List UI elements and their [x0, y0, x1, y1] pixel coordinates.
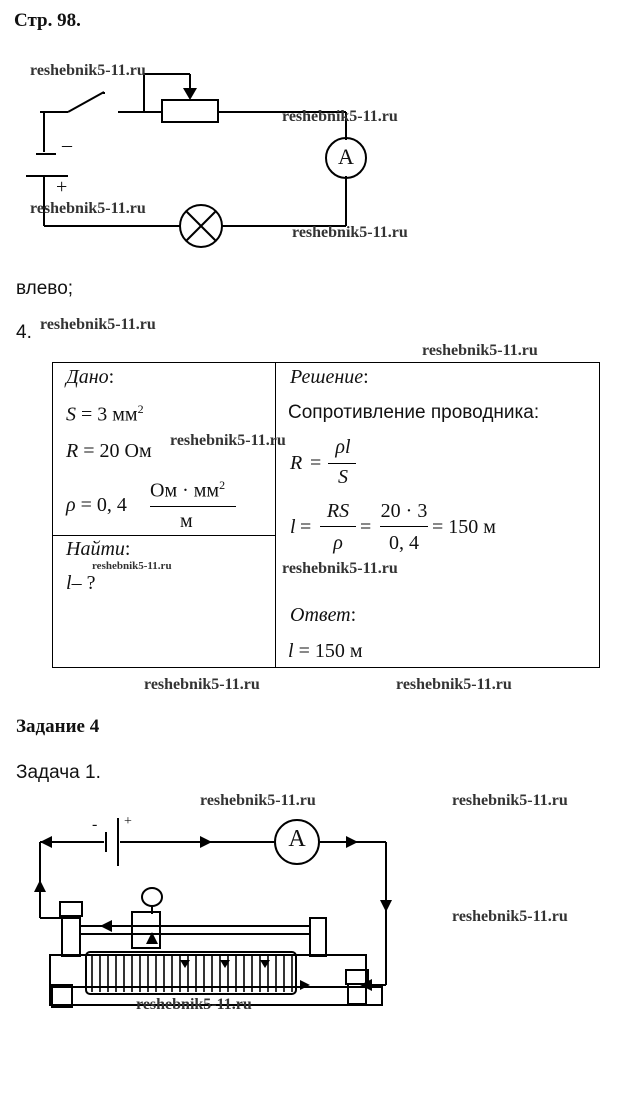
battery-2-minus-label: -: [92, 816, 98, 833]
formula-r-denominator: S: [338, 466, 348, 488]
ammeter-1-label: A: [338, 144, 354, 169]
watermark: reshebnik5-11.ru: [282, 560, 398, 577]
arrow-right-1: [200, 836, 212, 848]
given-resistivity: ρ = 0, 4: [66, 494, 127, 516]
ammeter-2-label: A: [288, 826, 306, 852]
answer-value: l = 150 м: [288, 640, 363, 662]
page-heading: Стр. 98.: [14, 10, 81, 31]
resistance-label: Сопротивление проводника:: [288, 402, 540, 423]
watermark: reshebnik5-11.ru: [136, 996, 252, 1013]
formula-l-numerator: RS: [326, 500, 350, 522]
watermark: reshebnik5-11.ru: [292, 224, 408, 241]
formula-r-lhs: R: [290, 452, 303, 474]
arrow-left-1: [40, 836, 52, 848]
watermark: reshebnik5-11.ru: [144, 676, 260, 693]
watermark: reshebnik5-11.ru: [422, 342, 538, 359]
section-title: Задание 4: [16, 716, 100, 737]
watermark: reshebnik5-11.ru: [282, 108, 398, 125]
given-area: S = 3 $мм^2$: [66, 402, 144, 426]
answer-header: Ответ:: [290, 604, 357, 626]
formula-l-numerator-2: 20 · 3: [380, 500, 428, 522]
find-header: Найти:: [66, 538, 131, 560]
formula-l-lhs: l: [290, 516, 296, 538]
task-title: Задача 1.: [16, 762, 101, 783]
formula-l-eq: =: [300, 516, 312, 538]
find-unknown: l– ?: [66, 572, 96, 594]
watermark: reshebnik5-11.ru: [40, 316, 156, 333]
watermark: reshebnik5-11.ru: [200, 792, 316, 809]
resistivity-unit-numerator: Ом · $мм^2$: [150, 478, 226, 502]
given-resistance: R = 20 Ом: [66, 440, 152, 462]
solution-header: Решение:: [290, 366, 369, 388]
arrow-left-3: [100, 920, 112, 932]
battery-2-plus-label: +: [124, 814, 132, 829]
arrow-down-1: [380, 900, 392, 912]
watermark: reshebnik5-11.ru: [452, 908, 568, 925]
watermark: reshebnik5-11.ru: [30, 200, 146, 217]
resistivity-unit-denominator: м: [180, 510, 193, 532]
formula-l-denominator: ρ: [333, 532, 343, 554]
formula-l-denominator-2: 0, 4: [389, 532, 419, 554]
battery-minus-label: –: [62, 134, 72, 156]
watermark: reshebnik5-11.ru: [170, 432, 286, 449]
formula-r-numerator: ρl: [335, 436, 351, 458]
given-header: Дано:: [66, 366, 115, 388]
arrow-right-2: [346, 836, 358, 848]
rheostat-base: [50, 955, 366, 987]
arrow-up-1: [34, 880, 46, 892]
watermark: reshebnik5-11.ru: [452, 792, 568, 809]
formula-r-eq: =: [310, 452, 322, 474]
answer-direction: влево;: [16, 278, 74, 299]
battery-plus-label: +: [56, 176, 68, 198]
problem-number: 4.: [16, 322, 32, 343]
watermark: reshebnik5-11.ru: [92, 560, 172, 572]
watermark: reshebnik5-11.ru: [30, 62, 146, 79]
watermark: reshebnik5-11.ru: [396, 676, 512, 693]
formula-l-eq2: =: [360, 516, 372, 538]
formula-l-result: = 150 м: [432, 516, 496, 538]
